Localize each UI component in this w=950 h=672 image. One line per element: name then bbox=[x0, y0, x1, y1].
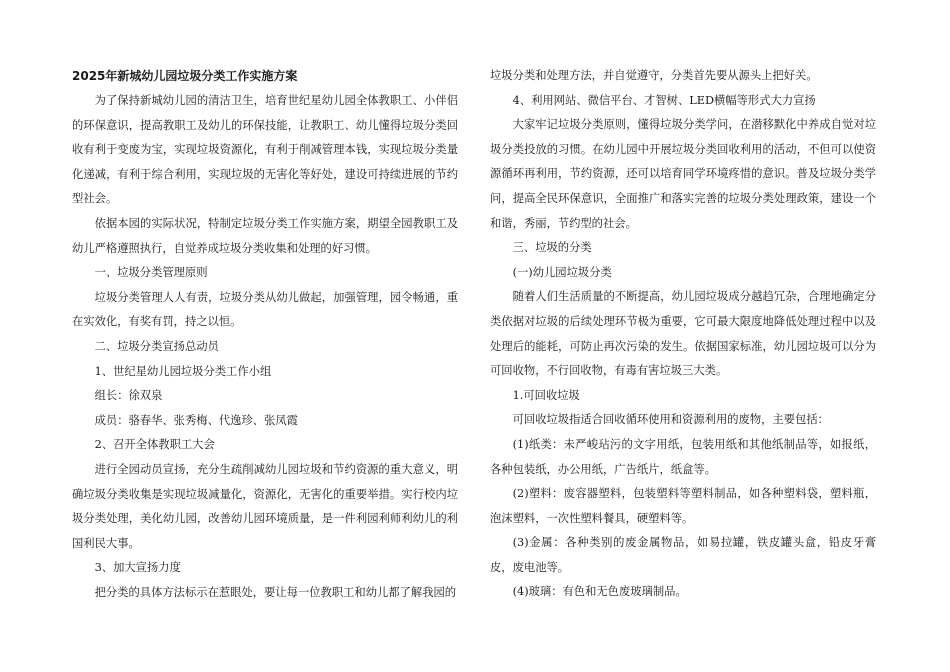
paragraph: 1.可回收垃圾 bbox=[512, 388, 580, 402]
right-column bbox=[490, 64, 876, 605]
paragraph: (一)幼儿园垃圾分类 bbox=[512, 265, 612, 279]
left-column-body bbox=[72, 89, 458, 605]
document-title: 2025年新城幼儿园垃圾分类工作实施方案 bbox=[72, 69, 298, 83]
paragraph: 二、垃圾分类宣扬总动员 bbox=[94, 339, 219, 353]
paragraph: 依据本园的实际状况，特制定垃圾分类工作实施方案，期望全园教职工及幼儿严格遵照执行，自觉养成垃圾分类收集和处理的好习惯。 bbox=[72, 216, 458, 255]
paragraph: 可回收垃圾指适合回收循环使用和资源利用的废物，主要包括： bbox=[512, 413, 829, 427]
paragraph: 4、利用网站、微信平台、才智树、LED横幅等形式大力宣扬 bbox=[512, 93, 816, 107]
paragraph: (2)塑料：废容器塑料，包装塑料等塑料制品，如各种塑料袋，塑料瓶，泡沫塑料，一次性塑料餐具，硬塑料等。 bbox=[490, 487, 876, 525]
paragraph: 一、垃圾分类管理原则 bbox=[94, 266, 208, 280]
paragraph: 2、召开全体教职工大会 bbox=[94, 438, 215, 452]
left-column bbox=[72, 64, 458, 605]
paragraph: 3、加大宣扬力度 bbox=[94, 561, 181, 575]
paragraph: (4)玻璃：有色和无色废玻璃制品。 bbox=[512, 585, 687, 599]
right-column-body bbox=[490, 64, 876, 605]
paragraph: 垃圾分类和处理方法，并自觉遵守，分类首先要从源头上把好关。 bbox=[490, 69, 818, 82]
paragraph: 三、垃圾的分类 bbox=[512, 241, 592, 255]
paragraph: 随着人们生活质量的不断提高，幼儿园垃圾成分越趋冗杂，合理地确定分类依据对垃圾的后续处理环节极为重要，它可最大限度地降低处理过程中以及处理后的能耗，可防止再次污染的发生。依据国家标准，幼儿园垃圾可以分为可回收物，不行回收物，有毒有害垃圾三大类。 bbox=[490, 290, 876, 378]
paragraph: 大家牢记垃圾分类原则，懂得垃圾分类学问，在潜移默化中养成自觉对垃圾分类投放的习惯。在幼儿园中开展垃圾分类回收利用的活动，不但可以使资源循环再利用，节约资源，还可以培育同学环境疼惜的意识。普及垃圾分类学问，提高全民环保意识，全面推广和落实完善的垃圾分类处理政策，建设一个和谐，秀丽，节约型的社会。 bbox=[490, 118, 876, 230]
paragraph: 垃圾分类管理人人有责，垃圾分类从幼儿做起，加强管理，园令畅通，重在实效化，有奖有罚，持之以恒。 bbox=[72, 290, 458, 329]
paragraph: 把分类的具体方法标示在惹眼处，要让每一位教职工和幼儿都了解我园的 bbox=[94, 585, 457, 599]
paragraph: 成员：骆春华、张秀梅、代逸珍、张凤霞 bbox=[94, 413, 298, 427]
paragraph: 进行全园动员宣扬，充分生疏削减幼儿园垃圾和节约资源的重大意义，明确垃圾分类收集是实现垃圾减量化，资源化，无害化的重要举措。实行校内垃圾分类处理，美化幼儿园，改善幼儿园环境质量，是一件利园利师利幼儿的利国利民大事。 bbox=[72, 462, 458, 550]
paragraph: 1、世纪星幼儿园垃圾分类工作小组 bbox=[94, 364, 272, 378]
paragraph: 组长：徐双泉 bbox=[94, 389, 163, 403]
paragraph: (3)金属：各种类别的废金属物品，如易拉罐，铁皮罐头盒，铅皮牙膏皮，废电池等。 bbox=[490, 536, 876, 574]
paragraph: (1)纸类：未严峻玷污的文字用纸，包装用纸和其他纸制品等，如报纸，各种包装纸，办公用纸，广告纸片，纸盒等。 bbox=[490, 437, 876, 476]
paragraph: 为了保持新城幼儿园的清洁卫生，培育世纪星幼儿园全体教职工、小伴侣的环保意识，提高教职工及幼儿的环保技能，让教职工、幼儿懂得垃圾分类回收有利于变废为宝，实现垃圾资源化，有利于削减管理本钱，实现垃圾分类量化递减，有利于综合利用，实现垃圾的无害化等好处，建设可持续进展的节约型社会。 bbox=[72, 94, 458, 206]
